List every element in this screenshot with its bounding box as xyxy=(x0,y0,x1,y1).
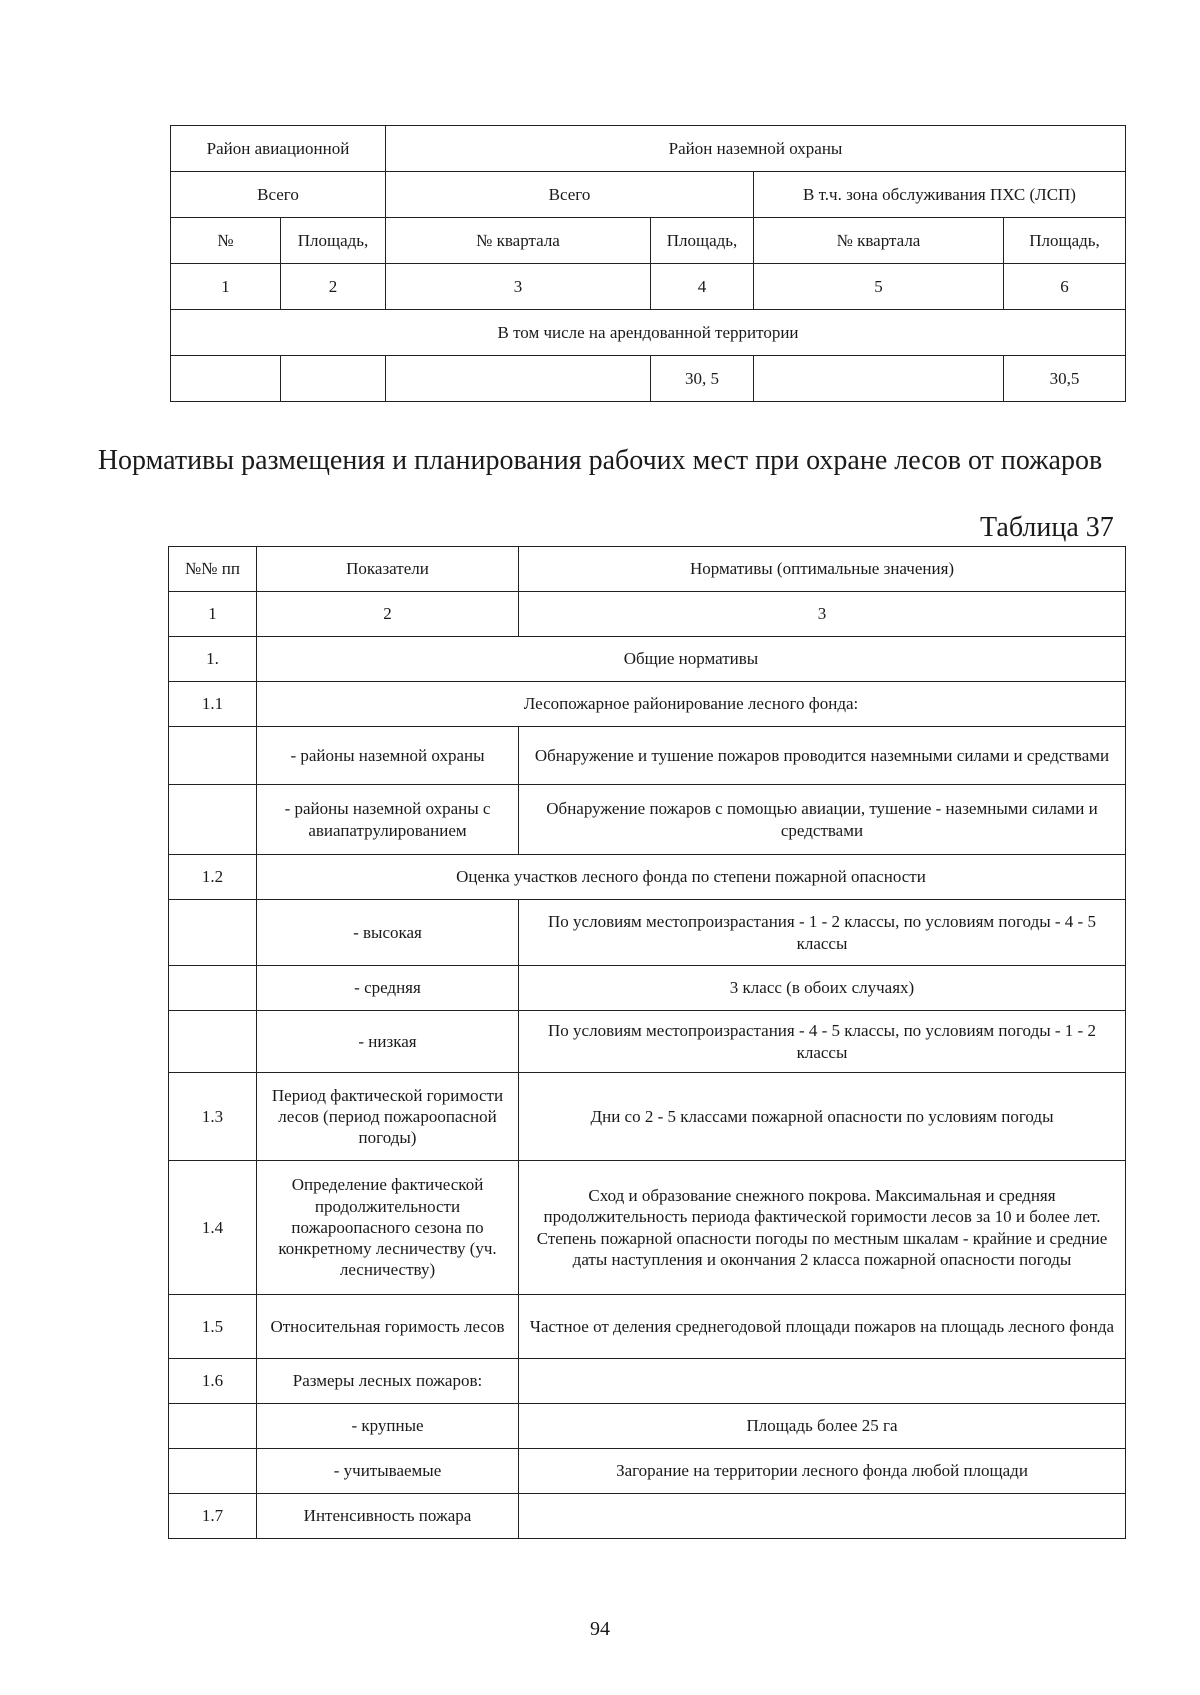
norm-cell: По условиям местопроизрастания - 4 - 5 классы, по условиям погоды - 1 - 2 классы xyxy=(519,1011,1126,1073)
area-table xyxy=(170,125,1126,402)
column-number: 1 xyxy=(169,592,257,637)
table-row xyxy=(169,785,1126,855)
col-indicator-header: Показатели xyxy=(257,547,519,592)
indicator-cell: Интенсивность пожара xyxy=(257,1494,519,1539)
norm-cell: Частное от деления среднегодовой площади пожаров на площадь лесного фонда xyxy=(519,1295,1126,1359)
table-cell: 30, 5 xyxy=(651,356,754,402)
table-row xyxy=(169,1011,1126,1073)
table-row xyxy=(169,727,1126,785)
rented-territory-label: В том числе на арендованной территории xyxy=(171,310,1126,356)
col-area: Площадь, xyxy=(281,218,386,264)
norm-cell: По условиям местопроизрастания - 1 - 2 классы, по условиям погоды - 4 - 5 классы xyxy=(519,900,1126,966)
row-number: 1.7 xyxy=(169,1494,257,1539)
row-number: 1.6 xyxy=(169,1359,257,1404)
section-heading: Лесопожарное районирование лесного фонда: xyxy=(257,682,1126,727)
section-heading: Оценка участков лесного фонда по степени пожарной опасности xyxy=(257,855,1126,900)
column-number: 3 xyxy=(386,264,651,310)
norm-cell: Загорание на территории лесного фонда любой площади xyxy=(519,1449,1126,1494)
table-cell xyxy=(754,356,1004,402)
table-row xyxy=(171,356,1126,402)
table-row xyxy=(169,855,1126,900)
indicator-cell: Относительная горимость лесов xyxy=(257,1295,519,1359)
col-norm-header: Нормативы (оптимальные значения) xyxy=(519,547,1126,592)
row-number: 1.5 xyxy=(169,1295,257,1359)
column-number: 3 xyxy=(519,592,1126,637)
row-number: 1.3 xyxy=(169,1073,257,1161)
norm-cell: Дни со 2 - 5 классами пожарной опасности по условиям погоды xyxy=(519,1073,1126,1161)
col-quarter: № квартала xyxy=(754,218,1004,264)
table-row xyxy=(169,1494,1126,1539)
indicator-cell: Определение фактической продолжительности пожароопасного сезона по конкретному лесничеству (уч. лесничеству) xyxy=(257,1161,519,1295)
indicator-cell: - средняя xyxy=(257,966,519,1011)
table-row xyxy=(171,126,1126,172)
col-num-header: №№ пп xyxy=(169,547,257,592)
column-number: 2 xyxy=(281,264,386,310)
total-header: Всего xyxy=(386,172,754,218)
table-row xyxy=(171,310,1126,356)
norm-cell: Площадь более 25 га xyxy=(519,1404,1126,1449)
total-header: Всего xyxy=(171,172,386,218)
table-row xyxy=(169,1449,1126,1494)
norm-cell: Обнаружение пожаров с помощью авиации, тушение - наземными силами и средствами xyxy=(519,785,1126,855)
page-title: Нормативы размещения и планирования рабочих мест при охране лесов от пожаров xyxy=(97,445,1103,476)
table-row xyxy=(169,1359,1126,1404)
table-cell: 30,5 xyxy=(1004,356,1126,402)
service-zone-header: В т.ч. зона обслуживания ПХС (ЛСП) xyxy=(754,172,1126,218)
table-row xyxy=(169,1161,1126,1295)
indicator-cell: Период фактической горимости лесов (период пожароопасной погоды) xyxy=(257,1073,519,1161)
table-row xyxy=(169,966,1126,1011)
col-area: Площадь, xyxy=(1004,218,1126,264)
row-number: 1.4 xyxy=(169,1161,257,1295)
indicator-cell: - районы наземной охраны с авиапатрулированием xyxy=(257,785,519,855)
norm-cell xyxy=(519,1494,1126,1539)
norm-cell: Сход и образование снежного покрова. Максимальная и средняя продолжительность периода фактической горимости лесов за 10 и более лет. Степень пожарной опасности погоды по местным шкалам - крайние и средние даты наступления и окончания 2 класса пожарной опасности погоды xyxy=(519,1161,1126,1295)
row-number: 1.1 xyxy=(169,682,257,727)
column-number: 1 xyxy=(171,264,281,310)
norm-cell: 3 класс (в обоих случаях) xyxy=(519,966,1126,1011)
row-number xyxy=(169,900,257,966)
column-number: 5 xyxy=(754,264,1004,310)
indicator-cell: - низкая xyxy=(257,1011,519,1073)
indicator-cell: - высокая xyxy=(257,900,519,966)
row-number xyxy=(169,1449,257,1494)
indicator-cell: - районы наземной охраны xyxy=(257,727,519,785)
row-number: 1. xyxy=(169,637,257,682)
page-number: 94 xyxy=(590,1618,610,1640)
table-row xyxy=(169,682,1126,727)
table-cell xyxy=(171,356,281,402)
indicator-cell: - учитываемые xyxy=(257,1449,519,1494)
row-number xyxy=(169,1404,257,1449)
table-row xyxy=(169,592,1126,637)
col-quarter: № квартала xyxy=(386,218,651,264)
table-cell xyxy=(281,356,386,402)
ground-district-header: Район наземной охраны xyxy=(386,126,1126,172)
row-number xyxy=(169,785,257,855)
table-row xyxy=(169,900,1126,966)
norm-cell: Обнаружение и тушение пожаров проводится наземными силами и средствами xyxy=(519,727,1126,785)
column-number: 4 xyxy=(651,264,754,310)
table-row xyxy=(169,1404,1126,1449)
norm-cell xyxy=(519,1359,1126,1404)
row-number xyxy=(169,966,257,1011)
table-row xyxy=(169,637,1126,682)
col-area: Площадь, xyxy=(651,218,754,264)
table-cell xyxy=(386,356,651,402)
row-number xyxy=(169,727,257,785)
table-row xyxy=(169,1295,1126,1359)
table-header-row xyxy=(169,547,1126,592)
norms-table xyxy=(168,546,1126,1539)
aviation-district-header: Район авиационной xyxy=(171,126,386,172)
col-num: № xyxy=(171,218,281,264)
row-number: 1.2 xyxy=(169,855,257,900)
column-number: 6 xyxy=(1004,264,1126,310)
table-row xyxy=(171,264,1126,310)
section-heading: Общие нормативы xyxy=(257,637,1126,682)
indicator-cell: Размеры лесных пожаров: xyxy=(257,1359,519,1404)
table-label: Таблица 37 xyxy=(980,512,1114,543)
indicator-cell: - крупные xyxy=(257,1404,519,1449)
table-row xyxy=(169,1073,1126,1161)
table-row xyxy=(171,172,1126,218)
table-row xyxy=(171,218,1126,264)
row-number xyxy=(169,1011,257,1073)
column-number: 2 xyxy=(257,592,519,637)
